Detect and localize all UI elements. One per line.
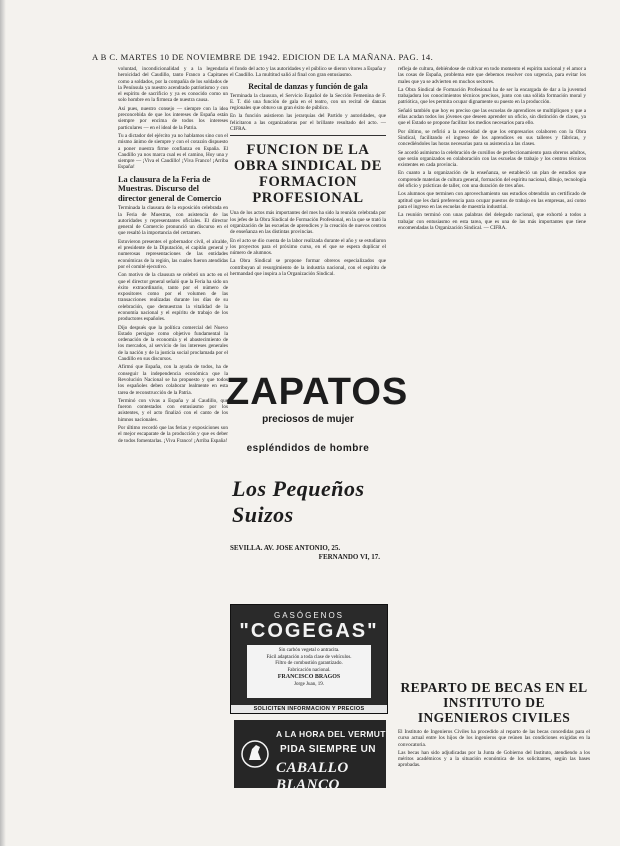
gas-detail-1: Sin carbón vegetal o antracita. — [278, 648, 340, 653]
column-divider — [230, 135, 386, 136]
zapatos-advertisement — [226, 371, 409, 600]
gas-detail-3: Filtro de combustión garantizado. — [275, 661, 343, 666]
article-paragraph: Se acordó asimismo la celebración de cursillos de perfeccionamiento para obreros adultos, que serán organizados en colaboración con las escuelas de trabajo y los centros técnicos existentes en cada provincia. — [398, 149, 586, 169]
column-middle — [230, 66, 386, 386]
cogegas-brand: "COGEGAS" — [239, 620, 379, 642]
article-intro: el fondo del acto y las autoridades y el público se dieron vítores a España y el Caudillo. La multitud salió al final con gran entusiasmo. — [230, 66, 386, 79]
article-paragraph: Terminada la clausura de la exposición celebrada en la Feria de Muestras, con asistencia de las autoridades y representantes oficiales. El director general de Comercio pronunció un discurso en el que resaltó la importancia del certamen. — [118, 205, 228, 237]
article-paragraph: Tu a dictador del ejército ya no hablamos sino con el mismo ánimo de siempre y con el corazón dispuesto a poner nuestra firme confianza en España. El Caudillo ya nos marca cual es el camino, Hoy una y siempre — ¡Viva el Caudillo! ¡Viva Franco! ¡Arriba España! — [118, 132, 228, 171]
gasogenos-label: GASÓGENOS — [273, 611, 344, 620]
article-paragraph: La Obra Sindical se propone formar obreros especializados que contribuyan al resurgimiento de la industria nacional, con el espíritu de hermandad que inspira a la Organización Sindical. — [230, 258, 386, 278]
gasogenos-footer: SOLICITEN INFORMACION Y PRECIOS — [231, 705, 387, 713]
article-paragraph: En cuanto a la organización de la enseñanza, se estableció un plan de estudios que comprende materias de cultura general, formación del espíritu nacional, dibujo, tecnología del oficio y prácticas de taller, con una duración de tres años. — [398, 170, 586, 190]
horse-logo-icon — [240, 734, 270, 774]
gas-detail-2: Fácil adaptación a toda clase de vehículos. — [266, 654, 352, 660]
caballo-brand: CABALLO BLANCO — [276, 760, 349, 793]
column-left — [118, 66, 228, 838]
caballo-blanco-advertisement — [234, 720, 386, 793]
gasogenos-advertisement — [230, 604, 388, 714]
article-paragraph: Dijo después que la política comercial del Nuevo Estado persigue como objetivo fundamental la ordenación de la economía y el abastecimiento de los mercados, al servicio de los intereses generales de la nación y de la justicia social proclamada por el Caudillo en sus discursos. — [118, 324, 228, 363]
zapatos-address-1: AV. JOSE ANTONIO, 25. — [263, 544, 341, 552]
page-edge-shadow — [0, 0, 6, 846]
article-paragraph: En la función asistieron las jerarquías del Partido y autoridades, que felicitaron a las organizadoras por el brillante resultado del acto. — CIFRA. — [230, 113, 386, 133]
caballo-line-1: A LA HORA DEL VERMUT — [276, 729, 386, 739]
becas-article — [398, 680, 590, 840]
article-paragraph: Con motivo de la clausura se celebró un acto en el que el director general señaló que la Feria ha sido un éxito extraordinario, tanto por el número de expositores como por el volumen de las transacciones realizadas durante los días de su celebración, que demuestran la vitalidad de la economía nacional y el espíritu de trabajo de los productores españoles. — [118, 272, 228, 323]
article-paragraph: La reunión terminó con unas palabras del delegado nacional, que exhortó a todos a trabajar con entusiasmo en esta tarea, que es una de las más importantes que tiene encomendadas la Organización Sindical. — CIFRA. — [398, 212, 586, 231]
article-paragraph: Las becas han sido adjudicadas por la Junta de Gobierno del Instituto, atendiendo a los méritos académicos y a la situación económica de los solicitantes, según las bases aprobadas. — [398, 749, 590, 769]
article-paragraph: Así pues, nuestro consejo — siempre con la idea preconcebida de que los intereses de España están siempre por encima de todos los intereses particulares — en el ideal de la Patria. — [118, 105, 228, 131]
gas-agent-address: Jorge Juan, 19. — [294, 681, 324, 687]
article-paragraph: refleja de cultura, debiéndose de cultivar en todo momento el espíritu nacional y el amor a las cosas de España, problema este que debemos resolver con urgencia, para evitar los males que ya se advierten en muchos sectores. — [398, 66, 586, 85]
zapatos-line-women: preciosos de mujer — [262, 414, 354, 425]
obra-sindical-headline: FUNCION DE LA OBRA SINDICAL DE FORMACION PROFESIONAL — [233, 142, 383, 207]
page-masthead: A B C. MARTES 10 DE NOVIEMBRE DE 1942. EDICION DE LA MAÑANA. PAG. 14. — [92, 52, 434, 62]
article-paragraph: Estuvieron presentes el gobernador civil, el alcalde, el presidente de la Diputación, el capitán general y numerosas representaciones de las entidades económicas de la región, las cuales fueron atendidas por el comité ejecutivo. — [118, 238, 228, 270]
gasogenos-details — [247, 645, 371, 698]
zapatos-address — [226, 544, 390, 562]
feria-headline: La clausura de la Feria de Muestras. Discurso del director general de Comercio — [118, 174, 222, 203]
zapatos-title: ZAPATOS — [226, 371, 409, 413]
gas-detail-4: Fabricación nacional. — [287, 667, 331, 673]
zapatos-line-men: espléndidos de hombre — [246, 443, 370, 454]
article-paragraph: Señaló también que hoy es preciso que las escuelas de aprendices se multipliquen y que a ellas acudan todos los jóvenes que deseen aprender un oficio, sin distinción de clases, ya que el Estado se propone facilitar los medios necesarios para ello. — [398, 107, 586, 127]
column-right — [398, 66, 586, 678]
article-paragraph: Terminó con vivas a España y al Caudillo, que fueron contestados con entusiasmo por los asistentes, y el acto finalizó con el canto de los himnos nacionales. — [118, 397, 228, 423]
zapatos-city: SEVILLA. — [230, 544, 263, 552]
article-intro: voluntad, incondicionalidad y a la legendaria heroicidad del Caudillo, tanto Franco a Capitanes como a soldados, por la compañía de los soldados de la Península ya nuestro acendrado patriotismo y con el espíritu de sacrificio y ya es conocido como un solo hombre en la firmeza de nuestra causa. — [118, 66, 228, 104]
article-paragraph: Terminada la clausura, el Servicio Español de la Sección Femenina de F. E. T. dió una función de gala en el teatro, con un recital de danzas regionales que obtuvo un gran éxito de público. — [230, 92, 386, 112]
article-paragraph: Los alumnos que terminen con aprovechamiento sus estudios obtendrán un certificado de aptitud que les dará preferencia para ocupar puestos de trabajo en las empresas, así como para el ingreso en las escuelas de maestría industrial. — [398, 191, 586, 210]
article-paragraph: En el acto se dio cuenta de la labor realizada durante el año y se estudiaron los proyectos para el próximo curso, en el que se espera duplicar el número de alumnos. — [230, 237, 386, 257]
article-paragraph: Por último recordó que las ferias y exposiciones son el mejor escaparate de la producción y que es deber de todos fomentarlas. ¡Viva Franco! ¡Arriba España! — [118, 425, 228, 444]
article-paragraph: Por último, se refirió a la necesidad de que los empresarios colaboren con la Obra Sindical, facilitando el ingreso de los aprendices en sus talleres y fábricas, y concediéndoles las horas necesarias para su asistencia a las clases. — [398, 128, 586, 148]
becas-headline: REPARTO DE BECAS EN EL INSTITUTO DE INGENIEROS CIVILES — [400, 680, 588, 725]
caballo-line-2: PIDA SIEMPRE UN — [280, 744, 377, 755]
gas-agent: FRANCISCO BRAGOS — [277, 674, 341, 680]
article-paragraph: El Instituto de Ingenieros Civiles ha procedido al reparto de las becas concedidas para el curso actual entre los hijos de los ingenieros que reúnen las condiciones exigidas en la convocatoria. — [398, 729, 590, 748]
article-paragraph: Afirmó que España, con la ayuda de todos, ha de conseguir la independencia económica que la Revolución Nacional se ha propuesto y que todos los españoles deben colaborar lealmente en esta tarea de reconstrucción de la Patria. — [118, 364, 228, 396]
article-paragraph: La Obra Sindical de Formación Profesional ha de ser la encargada de dar a la juventud trabajadora los conocimientos técnicos precisos, junto con una sólida formación moral y patriótica, que les permita ocupar dignamente su puesto en la producción. — [398, 86, 586, 106]
article-paragraph: Una de los actos más importantes del mes ha sido la reunión celebrada por los jefes de la Obra Sindical de Formación Profesional, en la que se trató la organización de las escuelas de aprendices y la creación de nuevos centros de enseñanza en las distintas provincias. — [230, 210, 386, 236]
zapatos-shop-name: Los Pequeños Suizos — [232, 476, 365, 527]
zapatos-address-2: FERNANDO VI, 17. — [318, 553, 380, 561]
recital-headline: Recital de danzas y función de gala — [248, 81, 368, 91]
